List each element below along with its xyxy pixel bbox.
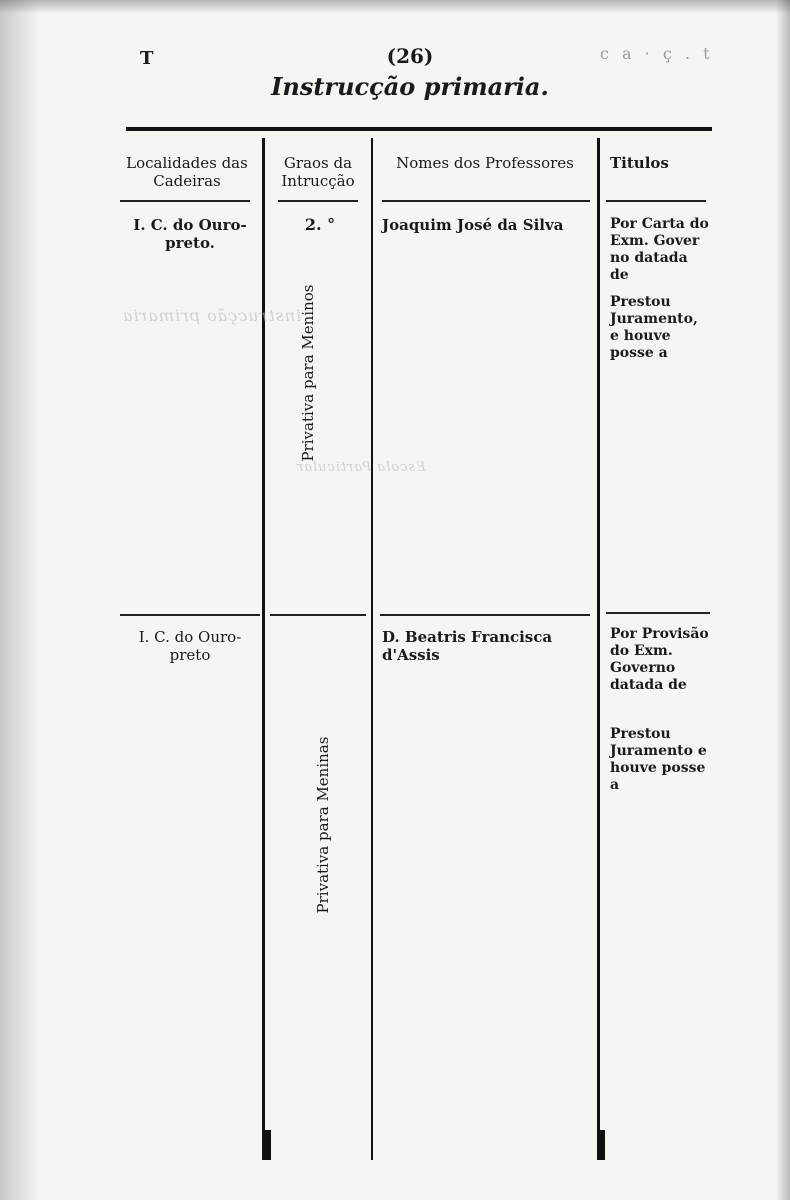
row-separator: [120, 614, 260, 616]
header-underline: [120, 200, 250, 202]
bleed-through-text: Escola Particular: [296, 460, 426, 475]
row1-nome: Joaquim José da Silva: [382, 216, 564, 234]
row-separator: [380, 614, 590, 616]
row1-titulo-juramento: Prestou Juramento, e houve posse a: [610, 294, 698, 361]
column-divider-2: [371, 138, 373, 1160]
header-underline: [606, 200, 706, 202]
row2-titulo-provisao: Por Provisão do Exm. Governo datada de: [610, 626, 709, 693]
row1-localidade: I. C. do Ouro-preto.: [133, 216, 247, 252]
scan-shadow-top: [0, 0, 790, 14]
row2-vertical-label: Privativa para Meninas: [314, 736, 332, 914]
row1-vertical-label: Privativa para Meninos: [299, 284, 317, 462]
row-separator: [606, 612, 710, 614]
column-divider-1-foot: [262, 1130, 271, 1160]
column-divider-3: [597, 138, 600, 1160]
column-header-graos: Graos da Intrucção: [281, 154, 355, 190]
header-underline: [278, 200, 358, 202]
row2-localidade: I. C. do Ouro-preto: [138, 628, 242, 664]
header-underline: [382, 200, 590, 202]
header-noise: c a · ç . t: [600, 44, 714, 63]
column-divider-1: [262, 138, 265, 1160]
column-header-localidades: Localidades das Cadeiras: [126, 154, 248, 190]
column-header-titulos: Titulos: [610, 154, 669, 172]
row1-titulo-carta: Por Carta do Exm. Gover no datada de: [610, 216, 709, 283]
page-number: (26): [386, 44, 434, 68]
scan-shadow-right: [776, 0, 790, 1200]
row2-titulo-juramento: Prestou Juramento e houve posse a: [610, 726, 707, 793]
row1-grau: 2. °: [304, 215, 336, 234]
bleed-through-text: instrucção primaria: [122, 306, 302, 325]
header-mark: T: [140, 48, 154, 69]
column-divider-3-foot: [597, 1130, 605, 1160]
scan-shadow-left: [0, 0, 40, 1200]
row2-nome: D. Beatris Francisca d'Assis: [382, 628, 553, 664]
top-rule: [126, 127, 712, 131]
column-header-nomes: Nomes dos Professores: [396, 154, 574, 172]
page-title: Instrucção primaria.: [271, 72, 549, 101]
row-separator: [270, 614, 366, 616]
